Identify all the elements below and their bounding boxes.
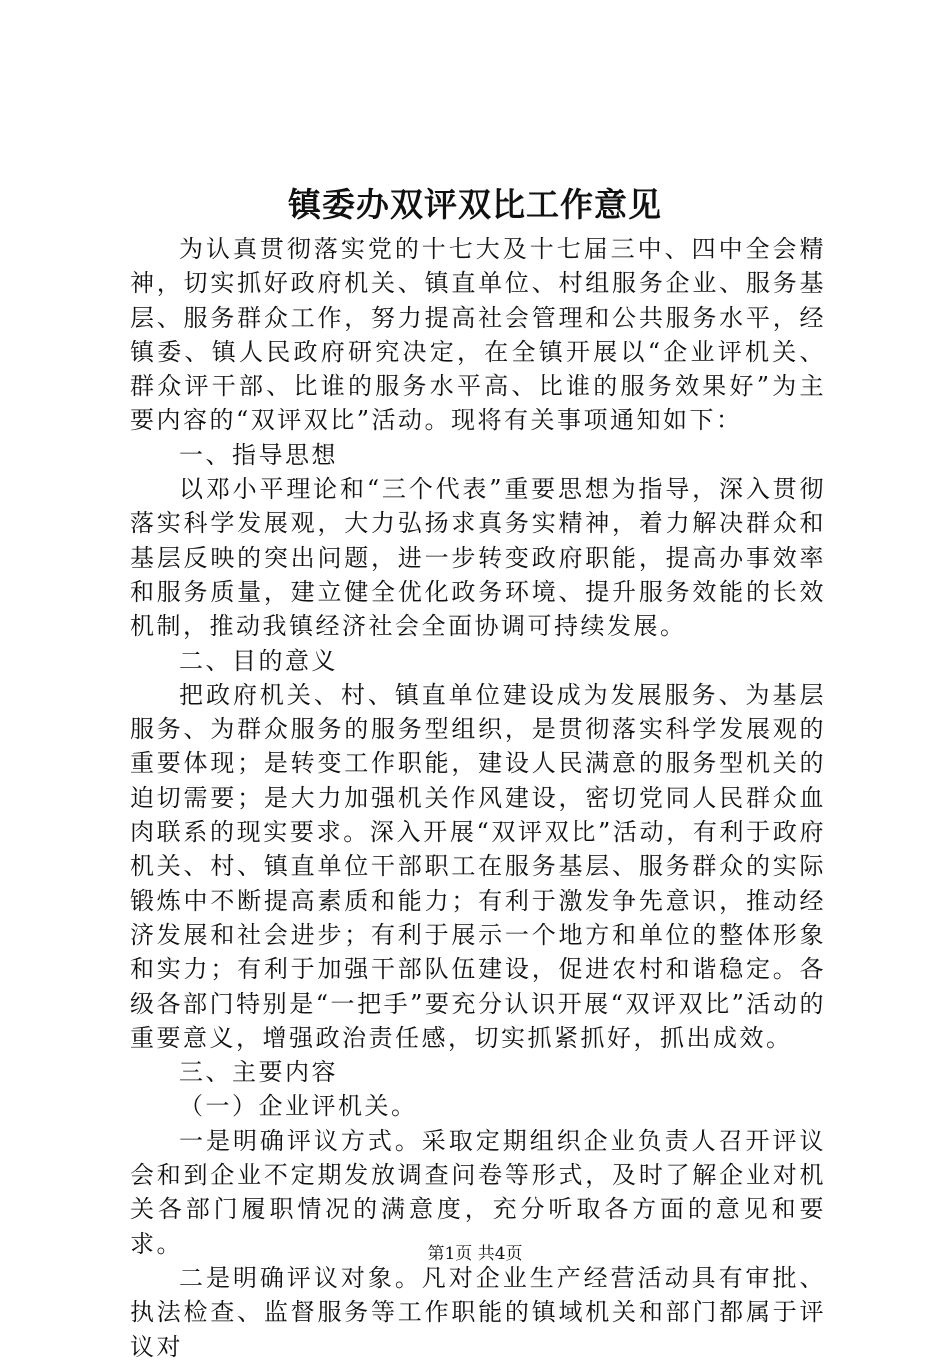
section-heading-guiding-ideology: 一、指导思想 bbox=[179, 440, 338, 469]
paragraph-guiding-ideology: 以邓小平理论和“三个代表”重要思想为指导，深入贯彻落实科学发展观，大力弘扬求真务实精神，着力解决群众和基层反映的突出问题，进一步转变政府职能，提高办事效率和服务质量，建立健全优化政务环境、提升服务效能的长效机制，推动我镇经济社会全面协调可持续发展。 bbox=[130, 475, 826, 641]
section-heading-main-content: 三、主要内容 bbox=[179, 1058, 338, 1087]
document-title: 镇委办双评双比工作意见 bbox=[288, 185, 662, 224]
paragraph-review-target: 二是明确评议对象。凡对企业生产经营活动具有审批、执法检查、监督服务等工作职能的镇域机关和部门都属于评议对 bbox=[130, 1263, 826, 1361]
paragraph-purpose: 把政府机关、村、镇直单位建设成为发展服务、为基层服务、为群众服务的服务型组织，是贯彻落实科学发展观的重要体现；是转变工作职能，建设人民满意的服务型机关的迫切需要；是大力加强机关作风建设，密切党同人民群众血肉联系的现实要求。深入开展“双评双比”活动，有利于政府机关、村、镇直单位干部职工在服务基层、服务群众的实际锻炼中不断提高素质和能力；有利于激发争先意识，推动经济发展和社会进步；有利于展示一个地方和单位的整体形象和实力；有利于加强干部队伍建设，促进农村和谐稳定。各级各部门特别是“一把手”要充分认识开展“双评双比”活动的重要意义，增强政治责任感，切实抓紧抓好，抓出成效。 bbox=[130, 680, 826, 1052]
page-footer: 第1页 共4页 bbox=[427, 1244, 523, 1264]
document-body bbox=[130, 232, 826, 1364]
subsection-heading-enterprise-review: （一）企业评机关。 bbox=[179, 1092, 418, 1121]
section-heading-purpose: 二、目的意义 bbox=[179, 646, 338, 675]
paragraph-intro: 为认真贯彻落实党的十七大及十七届三中、四中全会精神，切实抓好政府机关、镇直单位、村组服务企业、服务基层、服务群众工作，努力提高社会管理和公共服务水平，经镇委、镇人民政府研究决定，在全镇开展以“企业评机关、群众评干部、比谁的服务水平高、比谁的服务效果好”为主要内容的“双评双比”活动。现将有关事项通知如下： bbox=[130, 235, 826, 435]
paragraph-review-method: 一是明确评议方式。采取定期组织企业负责人召开评议会和到企业不定期发放调查问卷等形式，及时了解企业对机关各部门履职情况的满意度，充分听取各方面的意见和要求。 bbox=[130, 1126, 826, 1258]
